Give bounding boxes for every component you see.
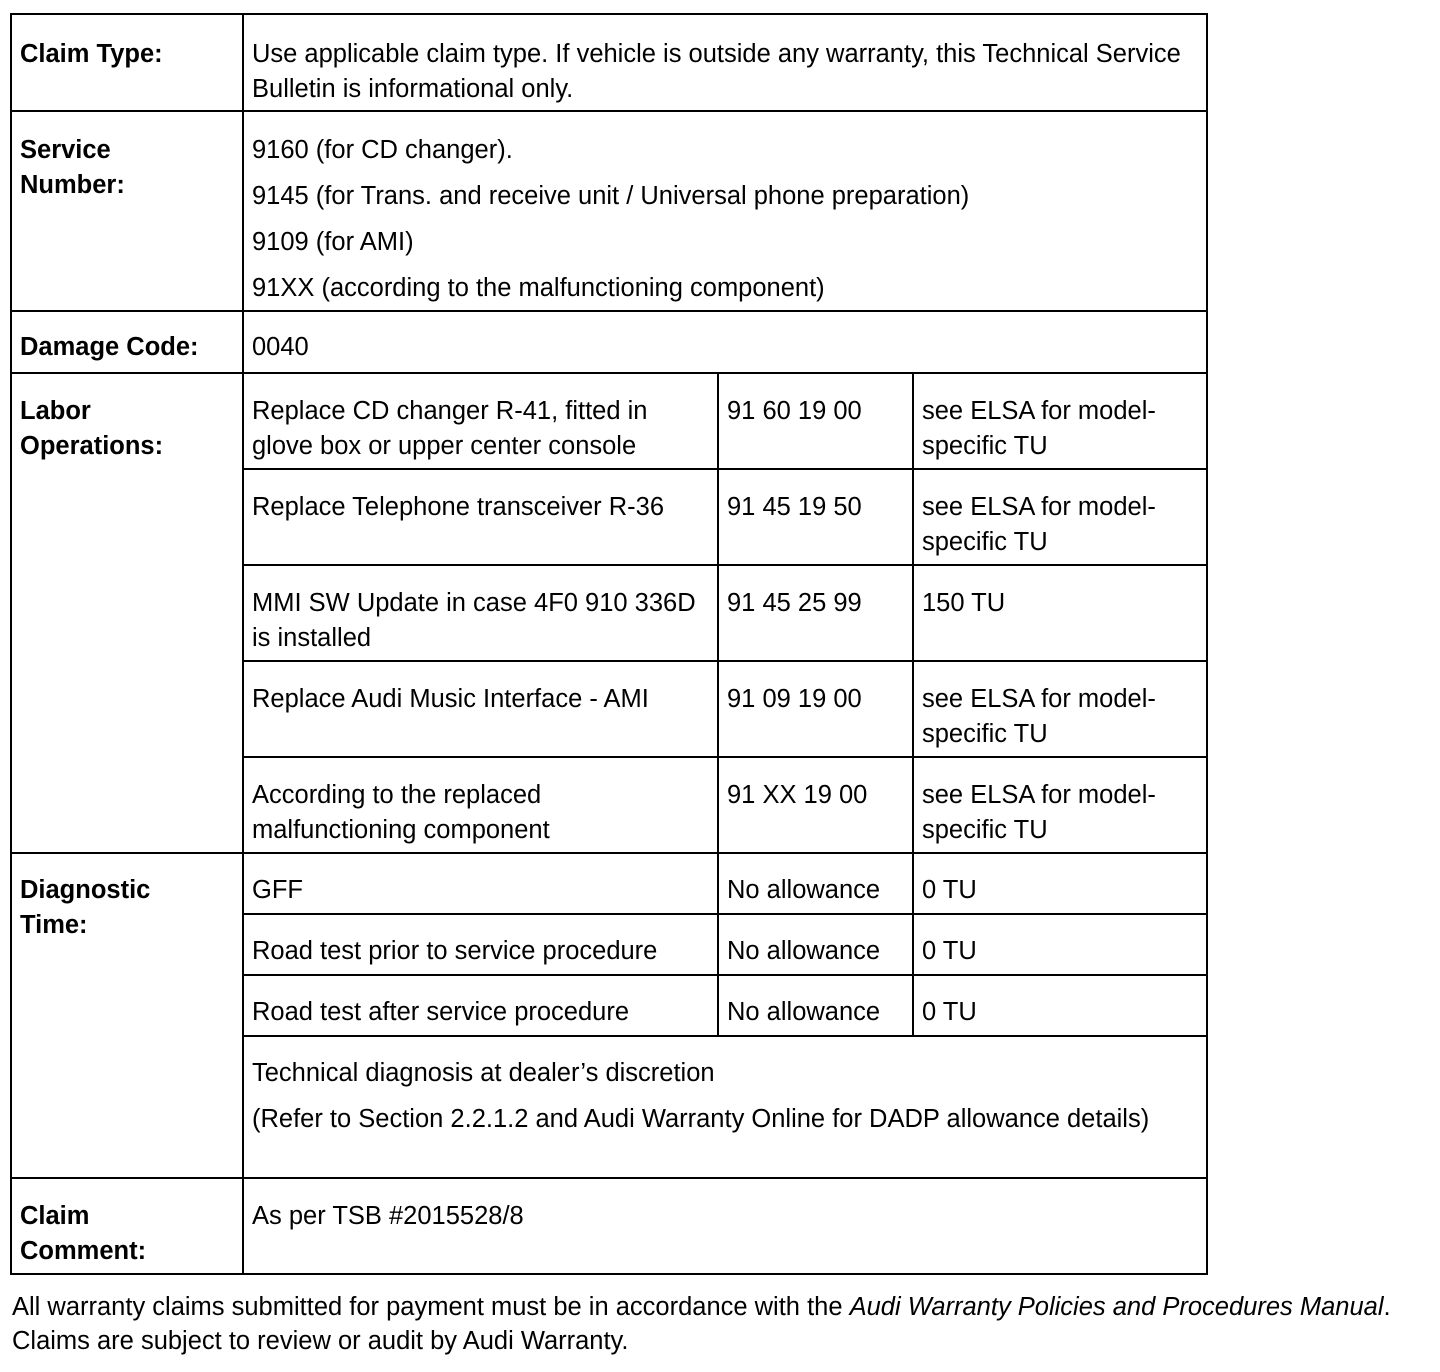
labor-operations-label <box>11 373 243 853</box>
claim-comment-label-line: Claim <box>20 1202 90 1230</box>
claim-comment-label-line: Comment: <box>20 1237 147 1265</box>
labor-operation-row <box>11 373 1207 469</box>
service-number-item: 9160 (for CD changer). <box>252 136 513 164</box>
diagnostic-time-row <box>11 853 1207 914</box>
diagnostic-time-value: 0 TU <box>913 853 1207 914</box>
labor-code: 91 09 19 00 <box>718 661 913 757</box>
claim-comment-row <box>11 1178 1207 1274</box>
labor-time: see ELSA for model-specific TU <box>913 757 1207 853</box>
labor-time: see ELSA for model-specific TU <box>913 661 1207 757</box>
warranty-footer-note <box>12 1290 1432 1358</box>
service-number-list <box>243 111 1207 311</box>
labor-operations-label-line: Labor <box>20 397 91 425</box>
labor-time: see ELSA for model-specific TU <box>913 373 1207 469</box>
diagnostic-allowance: No allowance <box>718 975 913 1036</box>
labor-description: Replace CD changer R-41, fitted in glove box or upper center console <box>243 373 718 469</box>
service-number-item: 9145 (for Trans. and receive unit / Universal phone preparation) <box>252 182 970 210</box>
claim-type-value: Use applicable claim type. If vehicle is outside any warranty, this Technical Service Bulletin is informational only. <box>243 14 1207 111</box>
labor-description: According to the replaced malfunctioning component <box>243 757 718 853</box>
labor-code: 91 XX 19 00 <box>718 757 913 853</box>
footer-text-after: . Claims are subject to review or audit by Audi Warranty. <box>12 1293 1391 1355</box>
warranty-claim-table <box>10 13 1208 1275</box>
claim-comment-label <box>11 1178 243 1274</box>
labor-code: 91 60 19 00 <box>718 373 913 469</box>
damage-code-value: 0040 <box>243 311 1207 373</box>
diagnostic-discretion-note <box>243 1036 1207 1178</box>
service-number-item: 9109 (for AMI) <box>252 228 414 256</box>
dadp-reference-text: (Refer to Section 2.2.1.2 and Audi Warranty Online for DADP allowance details) <box>252 1105 1150 1133</box>
service-number-label-line: Number: <box>20 171 125 199</box>
labor-time: see ELSA for model-specific TU <box>913 469 1207 565</box>
diagnostic-allowance: No allowance <box>718 853 913 914</box>
labor-description: Replace Telephone transceiver R-36 <box>243 469 718 565</box>
diagnostic-description: Road test prior to service procedure <box>243 914 718 975</box>
service-number-item: 91XX (according to the malfunctioning component) <box>252 274 825 302</box>
footer-text-before: All warranty claims submitted for payment must be in accordance with the <box>12 1293 850 1321</box>
diagnostic-allowance: No allowance <box>718 914 913 975</box>
labor-code: 91 45 25 99 <box>718 565 913 661</box>
diagnostic-description: Road test after service procedure <box>243 975 718 1036</box>
damage-code-label: Damage Code: <box>11 311 243 373</box>
diagnostic-time-label <box>11 853 243 1178</box>
diagnostic-time-value: 0 TU <box>913 914 1207 975</box>
diagnostic-description: GFF <box>243 853 718 914</box>
damage-code-row <box>11 311 1207 373</box>
diagnostic-time-label-line: Time: <box>20 911 88 939</box>
manual-title: Audi Warranty Policies and Procedures Manual <box>849 1293 1384 1321</box>
labor-time: 150 TU <box>913 565 1207 661</box>
labor-description: Replace Audi Music Interface - AMI <box>243 661 718 757</box>
claim-type-label: Claim Type: <box>11 14 243 111</box>
labor-description: MMI SW Update in case 4F0 910 336D is installed <box>243 565 718 661</box>
claim-comment-value: As per TSB #2015528/8 <box>243 1178 1207 1274</box>
claim-type-row <box>11 14 1207 111</box>
discretion-text: Technical diagnosis at dealer’s discretion <box>252 1059 715 1087</box>
service-number-label <box>11 111 243 311</box>
labor-code: 91 45 19 50 <box>718 469 913 565</box>
diagnostic-time-value: 0 TU <box>913 975 1207 1036</box>
service-number-row <box>11 111 1207 311</box>
service-number-label-line: Service <box>20 136 111 164</box>
labor-operations-label-line: Operations: <box>20 432 164 460</box>
diagnostic-time-label-line: Diagnostic <box>20 876 151 904</box>
